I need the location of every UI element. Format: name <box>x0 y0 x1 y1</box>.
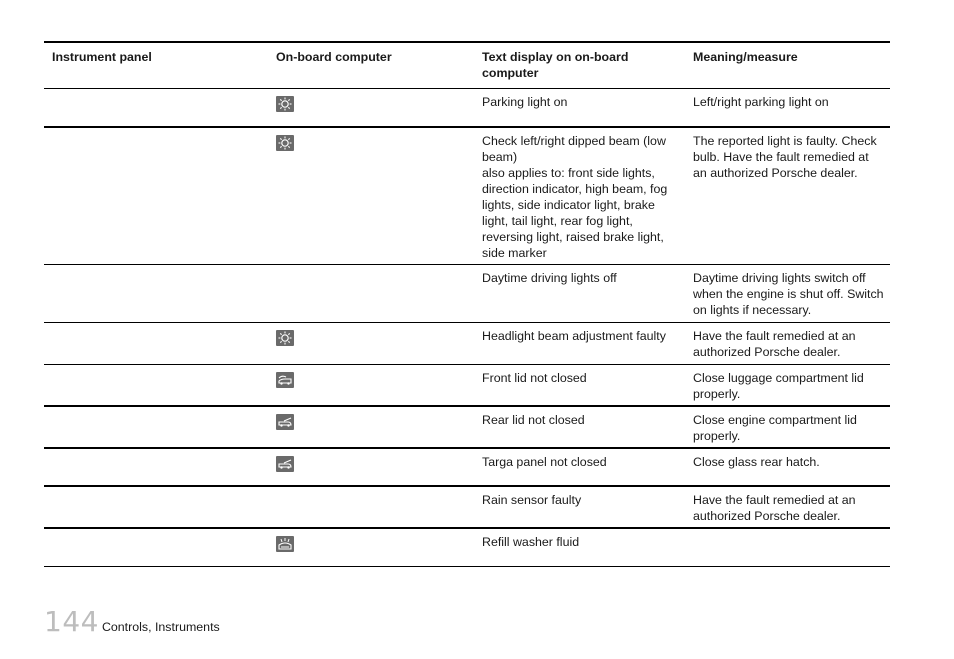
meaning-cell: Close glass rear hatch. <box>693 455 820 469</box>
rear-lid-open-icon <box>276 414 294 430</box>
instrument-panel-cell <box>44 529 264 566</box>
instrument-panel-cell <box>44 89 264 126</box>
on-board-computer-cell <box>264 449 473 485</box>
table-row <box>44 323 890 365</box>
front-lid-open-icon <box>276 372 294 388</box>
on-board-computer-cell <box>264 323 473 366</box>
text-display-cell: Refill washer fluid <box>482 535 580 549</box>
meaning-cell: Left/right parking light on <box>693 95 829 109</box>
instrument-panel-cell <box>44 128 264 267</box>
on-board-computer-cell <box>264 529 473 566</box>
header-instrument-panel: Instrument panel <box>52 50 152 64</box>
meaning-cell: Have the fault remedied at an authorized Porsche dealer. <box>693 329 856 359</box>
washer-fluid-icon <box>276 536 294 552</box>
meaning-cell <box>684 529 890 566</box>
light-bulb-icon <box>276 135 294 151</box>
on-board-computer-cell <box>264 128 473 267</box>
table-row <box>44 365 890 407</box>
section-title: Controls, Instruments <box>101 620 220 634</box>
table-header <box>44 43 890 89</box>
text-display-cell: Rear lid not closed <box>482 413 585 427</box>
table-row <box>44 449 890 487</box>
on-board-computer-cell <box>264 89 473 126</box>
light-bulb-icon <box>276 330 294 346</box>
instrument-panel-cell <box>44 407 264 450</box>
text-display-cell: Targa panel not closed <box>482 455 607 469</box>
on-board-computer-cell <box>264 407 473 450</box>
table-row <box>44 487 890 529</box>
meaning-cell: Close luggage compartment lid properly. <box>693 371 864 401</box>
text-display-cell: Daytime driving lights off <box>482 271 617 285</box>
on-board-computer-cell <box>264 487 473 530</box>
table-row <box>44 529 890 567</box>
table-row <box>44 89 890 127</box>
instrument-panel-cell <box>44 265 264 324</box>
text-display-cell: Headlight beam adjustment faulty <box>482 329 666 343</box>
page-footer <box>44 602 220 638</box>
text-display-cell: Parking light on <box>482 95 568 109</box>
meaning-cell: Close engine compartment lid properly. <box>693 413 857 443</box>
meaning-cell: The reported light is faulty. Check bulb. Have the fault remedied at an authorized Porsche dealer. <box>693 134 877 180</box>
instrument-panel-cell <box>44 487 264 530</box>
table-row <box>44 127 890 265</box>
header-meaning: Meaning/measure <box>693 50 798 64</box>
meaning-cell: Daytime driving lights switch off when the engine is shut off. Switch on lights if necessary. <box>693 271 884 317</box>
text-display-cell: Front lid not closed <box>482 371 587 385</box>
instrument-panel-cell <box>44 365 264 408</box>
instrument-panel-cell <box>44 323 264 366</box>
instrument-panel-cell <box>44 449 264 485</box>
table-row <box>44 265 890 323</box>
on-board-computer-cell <box>264 265 473 324</box>
header-on-board-computer: On-board computer <box>276 50 392 64</box>
rear-lid-open-icon <box>276 456 294 472</box>
light-bulb-icon <box>276 96 294 112</box>
text-display-cell: Rain sensor faulty <box>482 493 582 507</box>
on-board-computer-cell <box>264 365 473 408</box>
meaning-cell: Have the fault remedied at an authorized Porsche dealer. <box>693 493 856 523</box>
warnings-table <box>44 41 890 567</box>
header-text-display: Text display on on-board computer <box>482 50 629 80</box>
text-display-cell: Check left/right dipped beam (low beam) also applies to: front side lights, direction indicator, high beam, fog lights, side indicator light, brake light, tail light, rear fog light, reversing light, raised brake light, side marker <box>482 134 668 260</box>
page-number: 144 <box>44 605 99 638</box>
table-row <box>44 407 890 449</box>
